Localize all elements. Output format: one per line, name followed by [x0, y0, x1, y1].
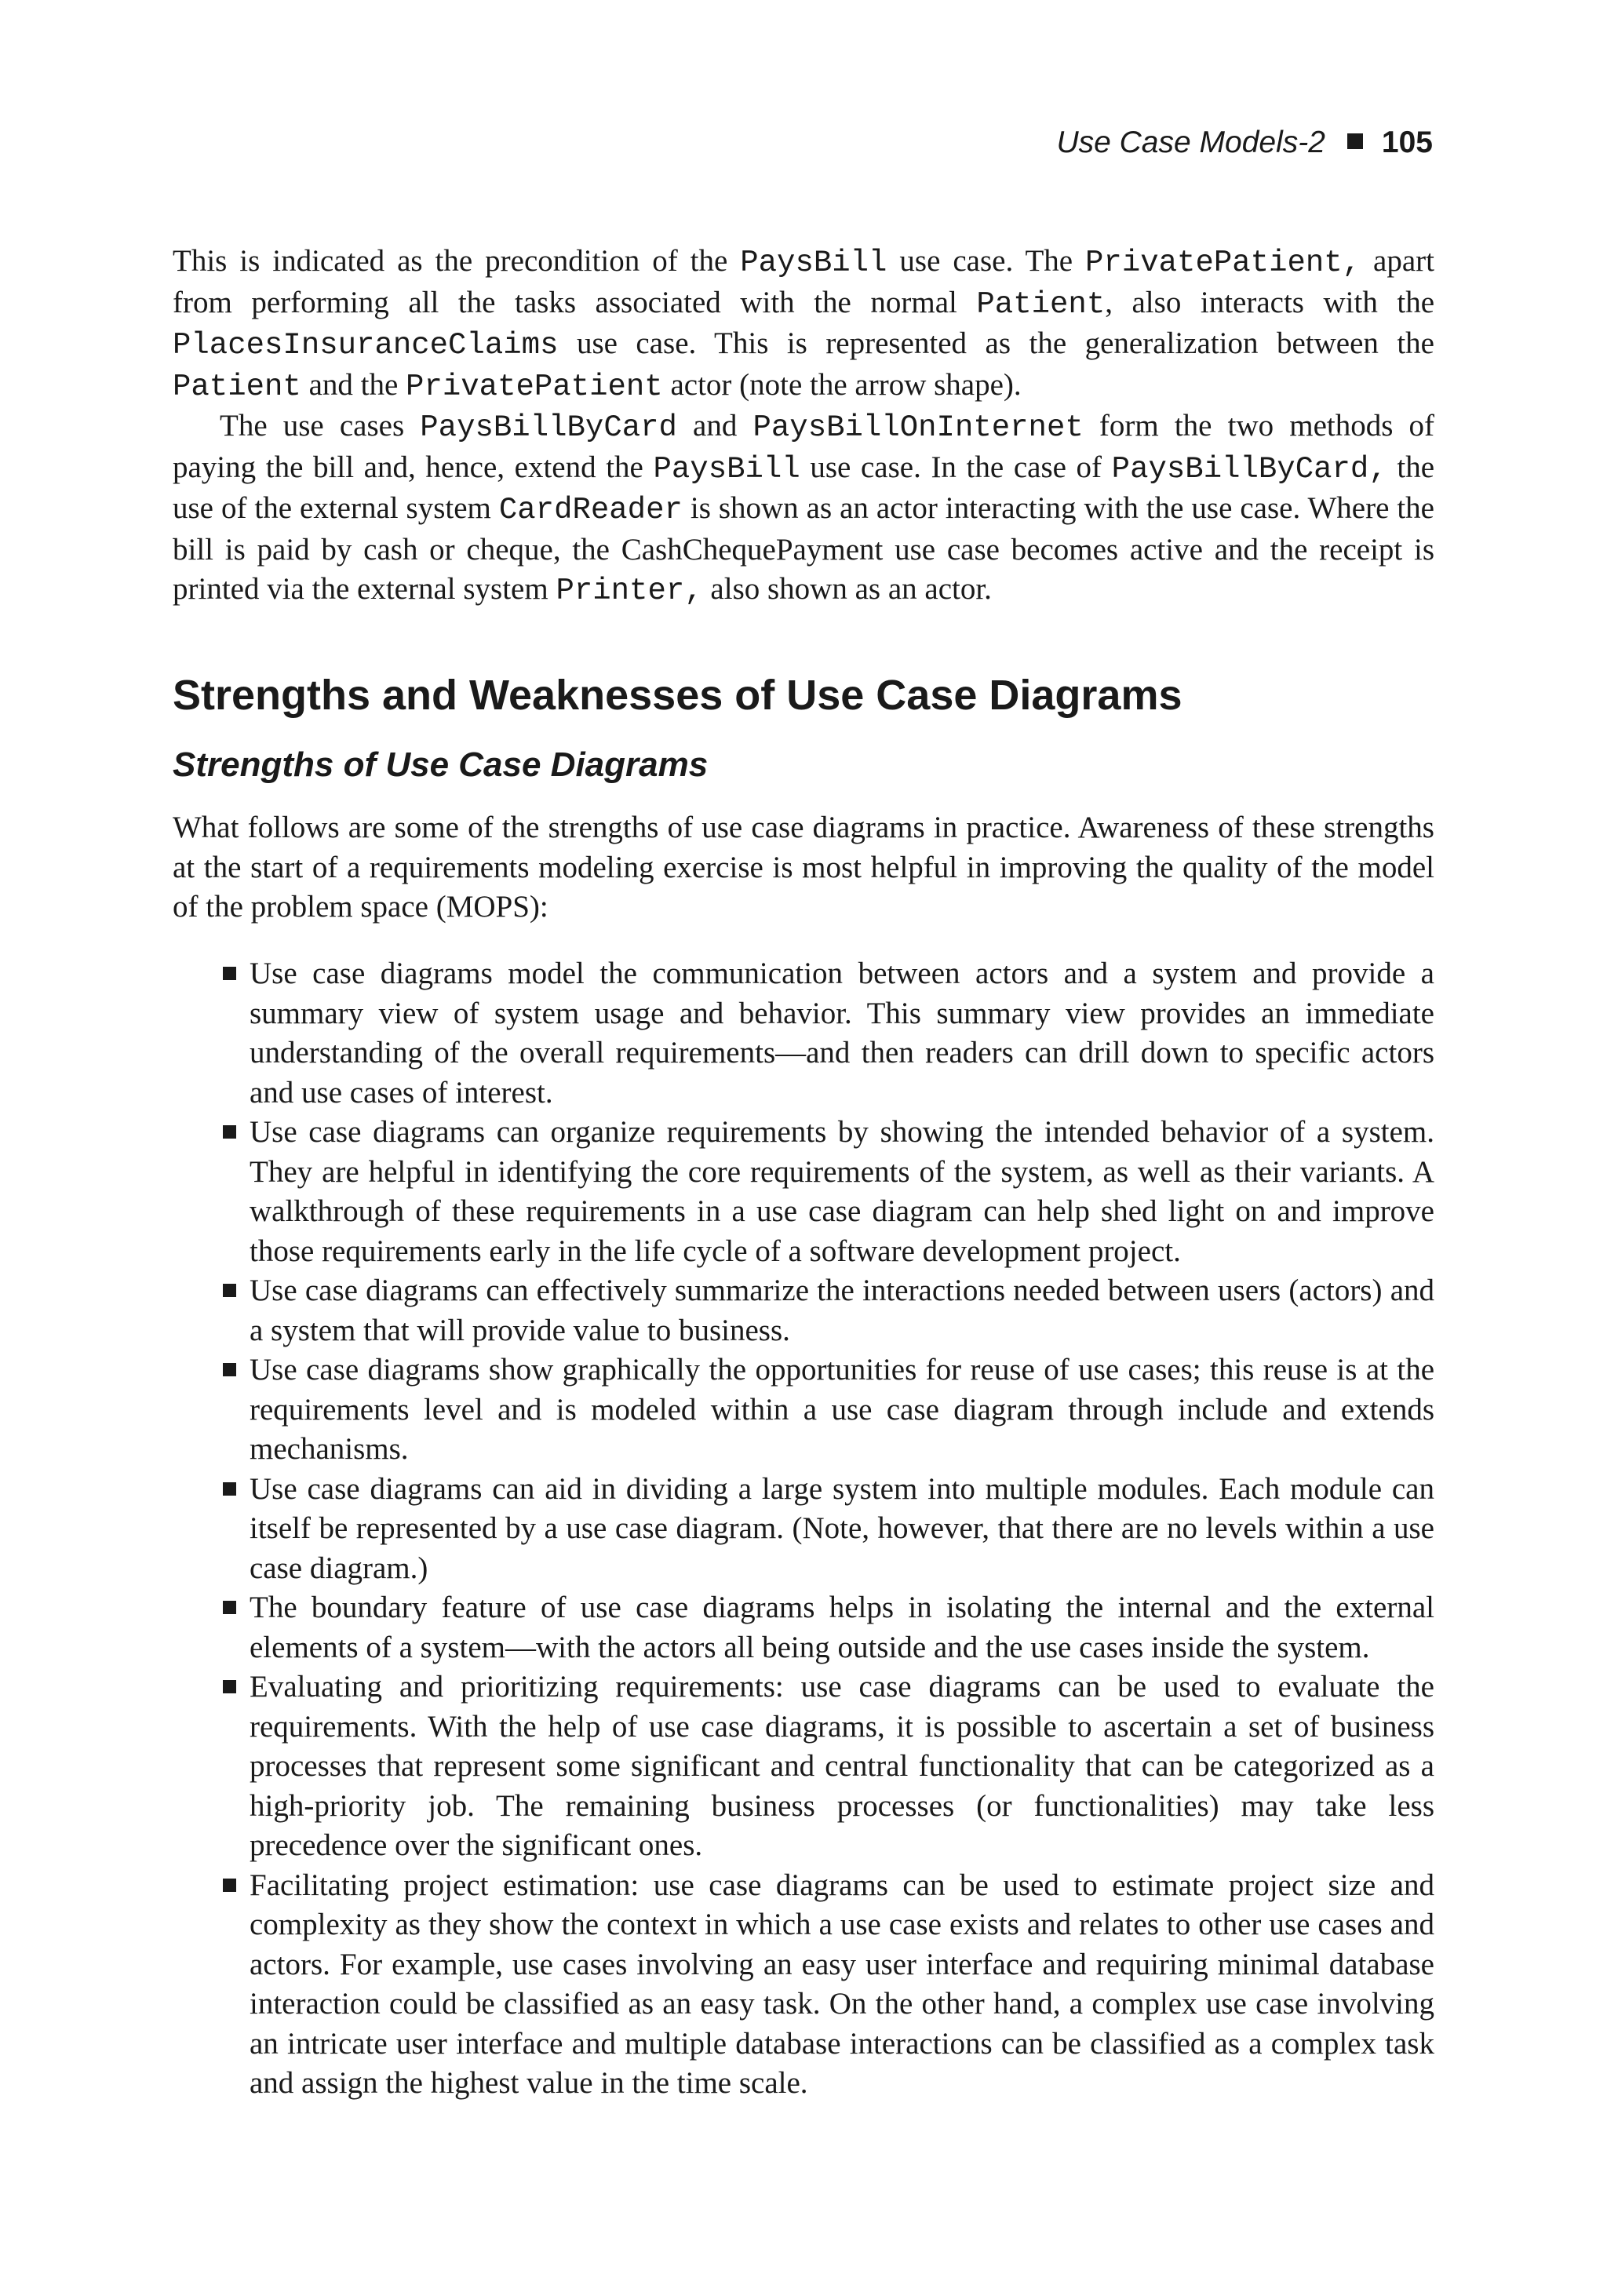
running-head-title: Use Case Models-2 — [1056, 126, 1325, 159]
text-run: the use of the external system — [173, 450, 1435, 525]
running-head — [1056, 126, 1433, 160]
text-run: apart from performing all the tasks associated with the normal — [173, 244, 1434, 319]
lead-paragraph — [173, 808, 1434, 928]
list-item — [173, 1866, 1434, 2104]
code-term: PlacesInsuranceClaims — [173, 328, 559, 363]
list-item — [173, 1350, 1434, 1470]
list-item-text: The boundary feature of use case diagrams helps in isolating the internal and the external elements of a system—with the actors all being outside and the use cases inside the system. — [250, 1591, 1434, 1664]
text-run: use case. The — [887, 244, 1086, 278]
list-item-text: Evaluating and prioritizing requirements: use case diagrams can be used to evaluate the requirements. With the help of use case diagrams, it is possible to ascertain a set of business processes that represent some significant and central functionality that can be categorized as a high-priority job. The remaining business processes (or functionalities) may take less precedence over the significant ones. — [250, 1670, 1434, 1862]
list-item — [173, 954, 1434, 1113]
text-run: form the two methods of paying the bill and, hence, extend the — [173, 409, 1434, 484]
code-term: PaysBill — [653, 451, 800, 487]
lead-text: What follows are some of the strengths of use case diagrams in practice. Awareness of these strengths at the start of a requirements modeling exercise is most helpful in improving the quality of the model of the problem space (MOPS): — [173, 811, 1434, 924]
code-term: Patient — [976, 286, 1106, 322]
subsection-heading: Strengths of Use Case Diagrams — [173, 745, 709, 784]
text-run: use case. In the case of — [800, 450, 1112, 484]
list-item-text: Use case diagrams can effectively summarize the interactions needed between users (actors) and a system that will provide value to business. — [250, 1274, 1434, 1347]
running-head-separator-square — [1347, 133, 1363, 149]
intro-paragraph-2 — [173, 406, 1434, 611]
bullet-square-icon — [223, 1879, 236, 1892]
list-item-text: Use case diagrams model the communication between actors and a system and provide a summary view of system usage and behavior. This summary view provides an immediate understanding of the overall requirements—and then readers can drill down to specific actors and use cases of interest. — [250, 957, 1434, 1110]
code-term: PrivatePatient, — [1085, 246, 1361, 280]
bullet-square-icon — [223, 1482, 236, 1496]
text-run: is shown as an actor interacting with the use case. Where the bill is paid by cash or cheque, the CashChequePayment use case becomes active and the receipt is printed via the external system — [173, 491, 1434, 606]
list-item-text: Facilitating project estimation: use case diagrams can be used to estimate project size and complexity as they show the context in which a use case exists and relates to other use cases and actors. For example, use cases involving an easy user interface and requiring minimal database interaction could be classified as an easy task. On the other hand, a complex use case involving an intricate user interface and multiple database interactions can be classified as a complex task and assign the highest value in the time scale. — [250, 1868, 1434, 2100]
code-term: PaysBillOnInternet — [752, 410, 1084, 445]
text-run: This is indicated as the precondition of the — [173, 244, 741, 278]
list-item — [173, 1470, 1434, 1589]
bullet-square-icon — [223, 967, 236, 980]
list-item — [173, 1271, 1434, 1350]
code-term: Printer, — [556, 574, 703, 608]
bullet-square-icon — [223, 1363, 236, 1376]
code-term: PaysBill — [740, 246, 887, 280]
section-heading: Strengths and Weaknesses of Use Case Diagrams — [173, 672, 1182, 719]
intro-paragraph-1 — [173, 242, 1434, 406]
bullet-square-icon — [223, 1125, 236, 1139]
text-run: use case. This is represented as the generalization between the — [558, 326, 1434, 360]
bullet-square-icon — [223, 1680, 236, 1693]
bullet-square-icon — [223, 1284, 236, 1297]
list-item-text: Use case diagrams can aid in dividing a large system into multiple modules. Each module can itself be represented by a use case diagram. (Note, however, that there are no levels within a use case diagram.) — [250, 1471, 1434, 1585]
text-run: The use cases — [220, 409, 421, 443]
text-run: , also interacts with the — [1105, 285, 1434, 319]
code-term: PaysBillByCard, — [1111, 451, 1387, 487]
text-run: and the — [301, 367, 406, 402]
page-number: 105 — [1381, 126, 1433, 159]
list-item-text: Use case diagrams show graphically the opportunities for reuse of use cases; this reuse is at the requirements level and is modeled within a use case diagram through include and extends mechanisms. — [250, 1353, 1434, 1466]
strengths-list — [173, 954, 1434, 2104]
text-run: actor (note the arrow shape). — [662, 367, 1022, 402]
list-item — [173, 1113, 1434, 1271]
code-term: CardReader — [498, 493, 683, 527]
code-term: Patient — [173, 369, 301, 404]
list-item — [173, 1588, 1434, 1667]
intro-text — [173, 242, 1434, 611]
list-item-text: Use case diagrams can organize requirements by showing the intended behavior of a system. They are helpful in identifying the core requirements of the system, as well as their variants. A walkthrough of these requirements in a use case diagram can help shed light on and improve those requirements early in the life cycle of a software development project. — [250, 1115, 1434, 1268]
list-item — [173, 1667, 1434, 1866]
bullet-square-icon — [223, 1601, 236, 1614]
text-run: and — [676, 409, 753, 443]
code-term: PaysBillByCard — [420, 410, 677, 445]
code-term: PrivatePatient — [406, 369, 663, 404]
text-run: also shown as an actor. — [702, 572, 992, 606]
